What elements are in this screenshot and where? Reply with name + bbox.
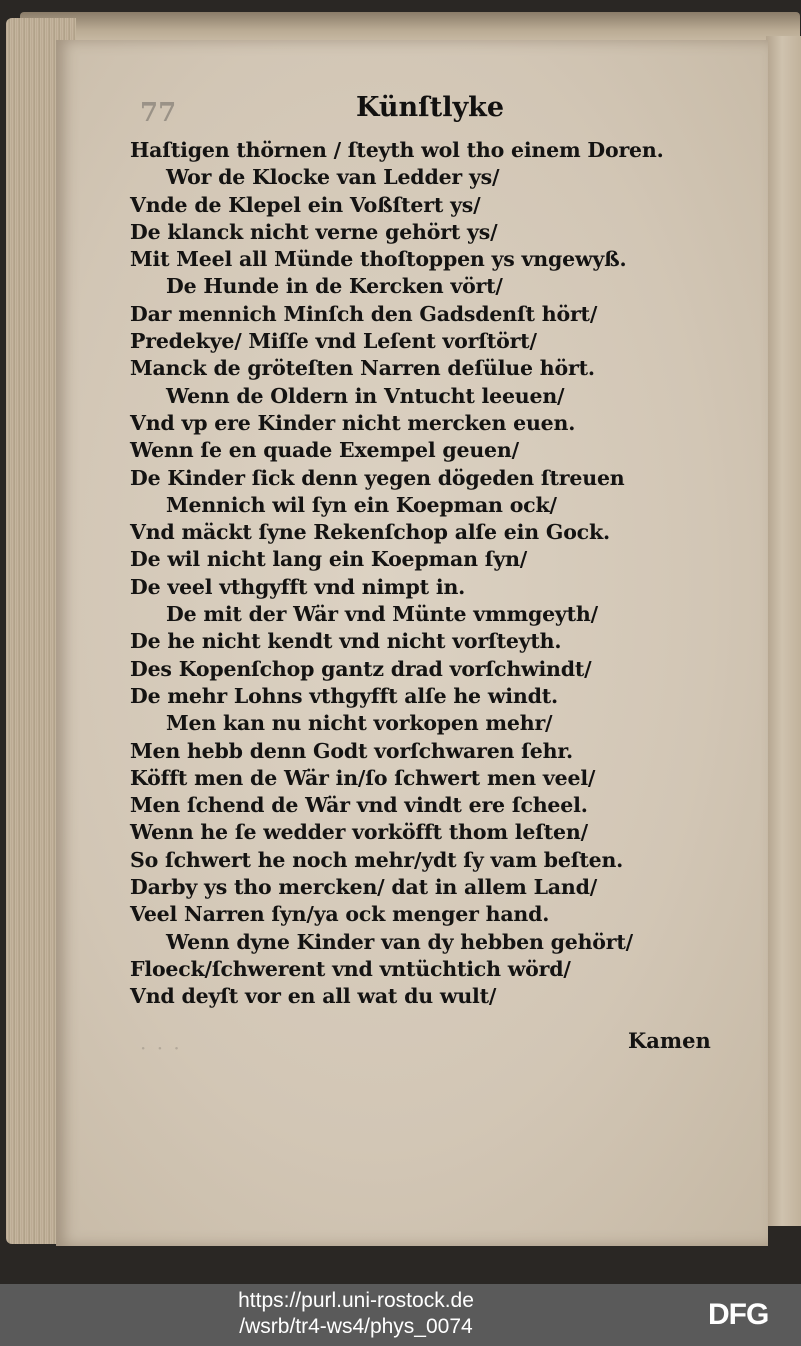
text-line: Floeck/ſchwerent vnd vntüchtich wörd/ bbox=[130, 956, 571, 981]
text-line: De klanck nicht verne gehört ys/ bbox=[130, 219, 498, 244]
text-line: Predekye/ Miſſe vnd Leſent vorſtört/ bbox=[130, 329, 537, 354]
text-line: Men hebb denn Godt vorſchwaren ſehr. bbox=[130, 738, 573, 763]
text-line: Veel Narren ſyn/ya ock menger hand. bbox=[130, 902, 550, 927]
text-line: De wil nicht lang ein Koepman ſyn/ bbox=[130, 547, 528, 572]
text-line: Mennich wil ſyn ein Koepman ock/ bbox=[166, 492, 557, 517]
text-line: Men ſchend de Wär vnd vindt ere ſcheel. bbox=[130, 793, 588, 818]
text-line: Vnd deyſt vor en all wat du wult/ bbox=[130, 984, 497, 1009]
dfg-logo: DFG bbox=[708, 1298, 769, 1331]
text-line: Wenn dyne Kinder van dy hebben gehört/ bbox=[166, 929, 633, 954]
catchword: Kamen bbox=[628, 1028, 711, 1053]
text-line: Dar mennich Minſch den Gadsdenſt hört/ bbox=[130, 301, 598, 326]
text-line: Vnde de Klepel ein Voßſtert ys/ bbox=[130, 192, 481, 217]
text-line: Men kan nu nicht vorkopen mehr/ bbox=[166, 711, 553, 736]
facing-page-edge bbox=[766, 36, 801, 1226]
text-line: Vnd vp ere Kinder nicht mercken euen. bbox=[130, 410, 576, 435]
text-line: De Kinder ſick denn yegen dögeden ſtreuen bbox=[130, 465, 625, 490]
running-head: Künſtlyke bbox=[356, 92, 505, 123]
verse-text-block bbox=[130, 137, 730, 1011]
text-line: De mehr Lohns vthgyfft alſe he windt. bbox=[130, 683, 558, 708]
text-line: Wenn de Oldern in Vntucht leeuen/ bbox=[166, 383, 565, 408]
text-line: Wenn ſe en quade Exempel geuen/ bbox=[130, 438, 519, 463]
text-line: De Hunde in de Kercken vört/ bbox=[166, 274, 503, 299]
permalink[interactable] bbox=[0, 1288, 712, 1340]
text-line: Vnd mäckt ſyne Rekenſchop alſe ein Gock. bbox=[130, 520, 610, 545]
permalink-line-2[interactable]: /wsrb/tr4-ws4/phys_0074 bbox=[239, 1315, 473, 1338]
text-line: Haſtigen thörnen / ſteyth wol tho einem Doren. bbox=[130, 138, 664, 162]
text-line: Darby ys tho mercken/ dat in allem Land/ bbox=[130, 875, 598, 900]
text-line: Des Kopenſchop gantz drad vorſchwindt/ bbox=[130, 656, 592, 681]
text-line: So ſchwert he noch mehr/ydt ſy vam beſten. bbox=[130, 847, 624, 872]
text-line: Mit Meel all Münde thoſtoppen ys vngewyß. bbox=[130, 247, 627, 272]
text-line: De mit der Wär vnd Münte vmmgeyth/ bbox=[166, 602, 598, 627]
permalink-line-1[interactable]: https://purl.uni-rostock.de bbox=[238, 1289, 474, 1312]
text-line: Köfft men de Wär in/ſo ſchwert men veel/ bbox=[130, 765, 596, 790]
text-line: De he nicht kendt vnd nicht vorſteyth. bbox=[130, 629, 562, 654]
faint-show-through: · · · bbox=[140, 1036, 182, 1060]
text-line: De veel vthgyfft vnd nimpt in. bbox=[130, 574, 466, 599]
text-line: Wenn he ſe wedder vorköfft thom leſten/ bbox=[130, 820, 588, 845]
footer-bar bbox=[0, 1284, 801, 1346]
text-line: Manck de gröteſten Narren deſülue hört. bbox=[130, 356, 595, 381]
text-line: Wor de Klocke van Ledder ys/ bbox=[166, 165, 500, 190]
folio-number: 77 bbox=[140, 98, 177, 128]
